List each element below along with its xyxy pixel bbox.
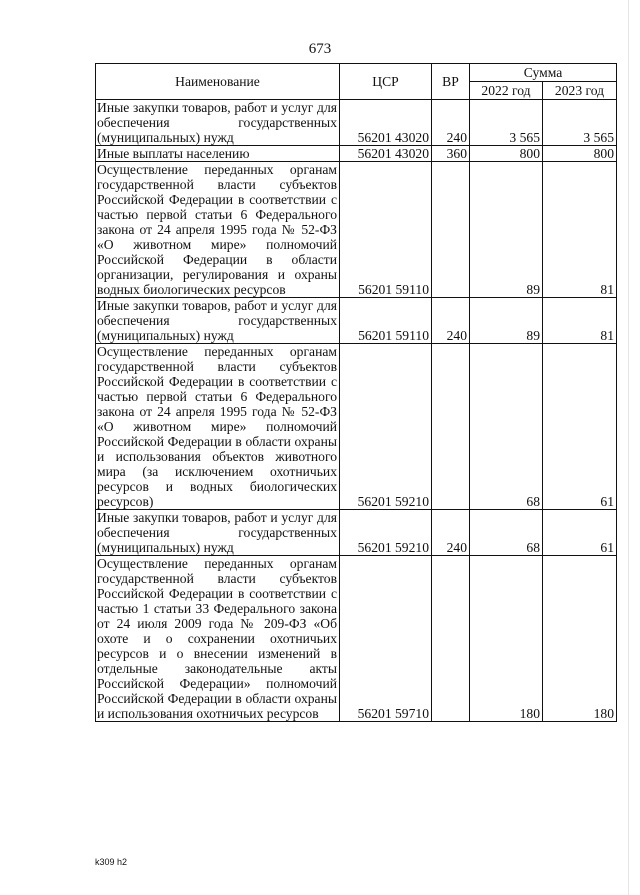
header-sum: Сумма (470, 64, 617, 82)
page-number: 673 (308, 41, 332, 57)
row-csr: 56201 59710 (340, 556, 432, 722)
scan-edge-line (628, 0, 629, 895)
row-sum-2022: 68 (470, 510, 543, 556)
row-csr: 56201 59210 (340, 344, 432, 510)
row-sum-2022: 89 (470, 298, 543, 344)
row-vr: 240 (432, 298, 470, 344)
header-year-2023: 2023 год (543, 82, 617, 100)
header-row (96, 64, 617, 82)
row-csr: 56201 59210 (340, 510, 432, 556)
footer-code: k309 h2 (95, 857, 128, 867)
row-sum-2023: 81 (543, 162, 617, 298)
row-vr (432, 162, 470, 298)
row-csr: 56201 59110 (340, 298, 432, 344)
row-sum-2023: 180 (543, 556, 617, 722)
table-row (96, 100, 617, 146)
header-csr: ЦСР (340, 64, 432, 100)
header-vr: ВР (432, 64, 470, 100)
table-row (96, 510, 617, 556)
table-row (96, 146, 617, 162)
row-csr: 56201 43020 (340, 100, 432, 146)
row-name: Осуществление переданных органам государственной власти субъектов Российской Федерации в соответствии с частью 1 статьи 33 Федерального закона от 24 июля 2009 года № 209-ФЗ «Об охоте и о сохранении охотничьих ресурсов и о внесении изменений в отдельные законодательные акты Российской Федерации» полномочий Российской Федерации в области охраны и использования охотничьих ресурсов (96, 556, 340, 722)
row-sum-2023: 61 (543, 510, 617, 556)
table-row (96, 556, 617, 722)
table-row (96, 344, 617, 510)
row-sum-2023: 81 (543, 298, 617, 344)
table-row (96, 298, 617, 344)
row-sum-2023: 800 (543, 146, 617, 162)
row-sum-2022: 3 565 (470, 100, 543, 146)
row-vr (432, 344, 470, 510)
row-name: Осуществление переданных органам государственной власти субъектов Российской Федерации в соответствии с частью первой статьи 6 Федерального закона от 24 апреля 1995 года № 52-ФЗ «О животном мире» полномочий Российской Федерации в области организации, регулирования и охраны водных биологических ресурсов (96, 162, 340, 298)
row-sum-2022: 800 (470, 146, 543, 162)
header-name: Наименование (96, 64, 340, 100)
row-name: Иные выплаты населению (96, 146, 340, 162)
header-year-2022: 2022 год (470, 82, 543, 100)
row-vr: 240 (432, 510, 470, 556)
row-sum-2023: 61 (543, 344, 617, 510)
budget-table (95, 63, 617, 722)
table-row (96, 162, 617, 298)
row-name: Иные закупки товаров, работ и услуг для обеспечения государственных (муниципальных) нужд (96, 510, 340, 556)
row-csr: 56201 59110 (340, 162, 432, 298)
row-name: Иные закупки товаров, работ и услуг для обеспечения государственных (муниципальных) нужд (96, 100, 340, 146)
row-sum-2022: 68 (470, 344, 543, 510)
row-vr (432, 556, 470, 722)
row-sum-2023: 3 565 (543, 100, 617, 146)
row-sum-2022: 89 (470, 162, 543, 298)
row-name: Осуществление переданных органам государственной власти субъектов Российской Федерации в соответствии с частью первой статьи 6 Федерального закона от 24 апреля 1995 года № 52-ФЗ «О животном мире» полномочий Российской Федерации в области охраны и использования объектов животного мира (за исключением охотничьих ресурсов и водных биологических ресурсов) (96, 344, 340, 510)
row-name: Иные закупки товаров, работ и услуг для обеспечения государственных (муниципальных) нужд (96, 298, 340, 344)
row-vr: 360 (432, 146, 470, 162)
row-vr: 240 (432, 100, 470, 146)
row-sum-2022: 180 (470, 556, 543, 722)
row-csr: 56201 43020 (340, 146, 432, 162)
